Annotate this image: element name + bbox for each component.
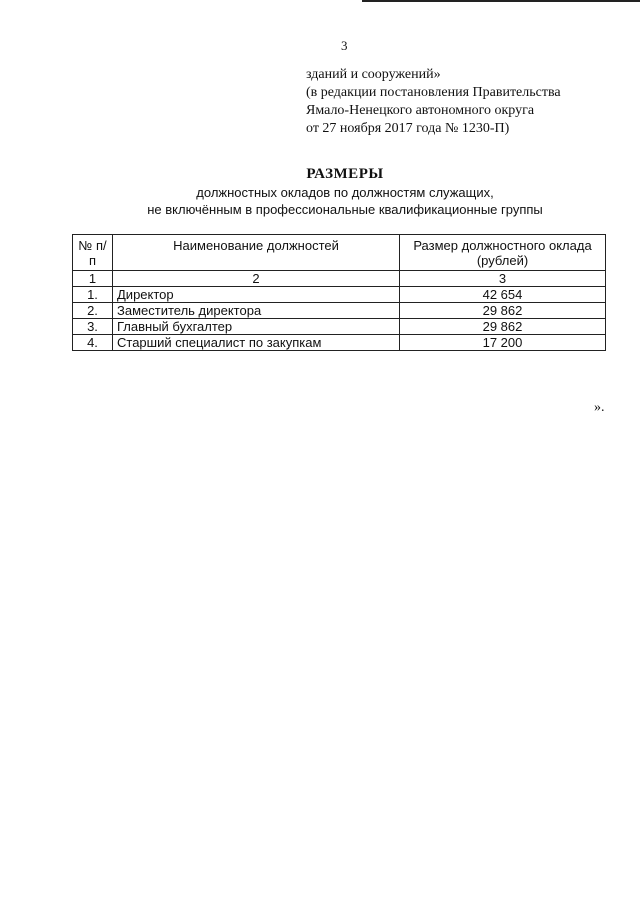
table-row [73,335,606,351]
column-index: 1 [73,271,113,287]
header-line: (в редакции постановления Правительства [306,85,561,100]
salary-table [72,234,606,351]
row-number: 2. [73,303,113,319]
table-row [73,287,606,303]
salary-value: 42 654 [400,287,606,303]
salary-value: 29 862 [400,303,606,319]
document-title: РАЗМЕРЫ [306,166,384,182]
header-position-name: Наименование должностей [113,235,400,271]
table-header-row [73,235,606,271]
table-row [73,319,606,335]
position-name: Директор [113,287,400,303]
position-name: Старший специалист по закупкам [113,335,400,351]
header-num: № п/п [73,235,113,271]
table-row [73,303,606,319]
header-line: Ямало-Ненецкого автономного округа [306,103,535,118]
subtitle-line: не включённым в профессиональные квалификационные группы [147,202,543,217]
document-subtitle [0,184,640,218]
row-number: 3. [73,319,113,335]
header-line: от 27 ноября 2017 года № 1230-П) [306,121,510,136]
top-border-line [362,0,640,2]
header-salary: Размер должностного оклада (рублей) [400,235,606,271]
position-name: Главный бухгалтер [113,319,400,335]
column-index: 3 [400,271,606,287]
row-number: 1. [73,287,113,303]
column-index: 2 [113,271,400,287]
closing-quote-mark: ». [594,400,605,415]
salary-value: 29 862 [400,319,606,335]
salary-value: 17 200 [400,335,606,351]
header-line: зданий и сооружений» [306,67,441,82]
row-number: 4. [73,335,113,351]
page-number: 3 [341,38,348,53]
header-reference-block [306,66,561,138]
position-name: Заместитель директора [113,303,400,319]
column-index-row [73,271,606,287]
subtitle-line: должностных окладов по должностям служащих, [196,185,494,200]
